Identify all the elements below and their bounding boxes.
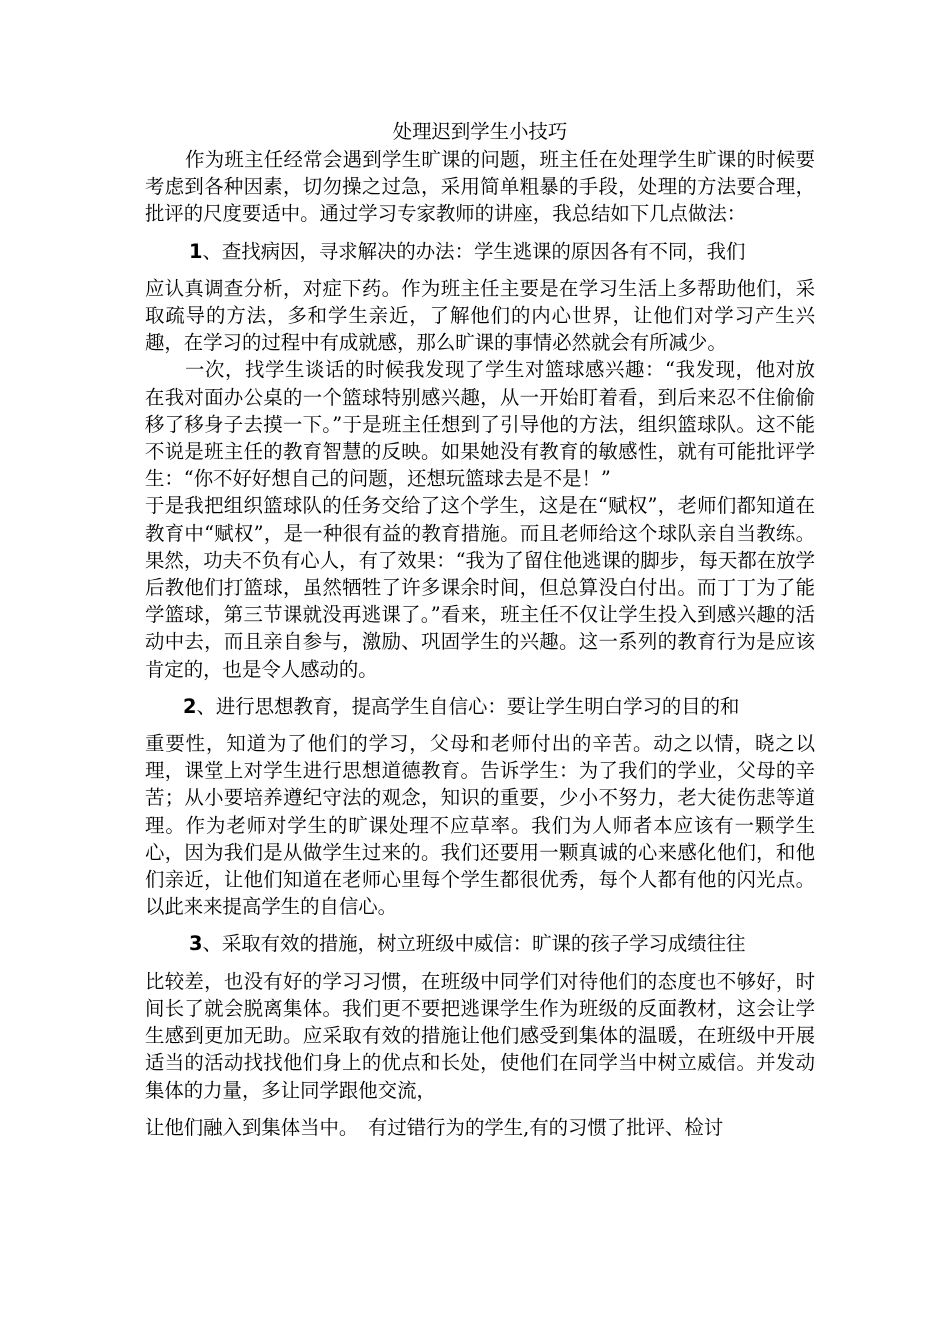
section-2-body: 重要性，知道为了他们的学习，父母和老师付出的辛苦。动之以情，晓之以理，课堂上对学生进行思想道德教育。告诉学生：为了我们的学业，父母的辛苦；从小要培养遵纪守法的观念，知识的重要，少小不努力，老大徒伤悲等道理。作为老师对学生的旷课处理不应草率。我们为人师者本应该有一颗学生心，因为我们是从做学生过来的。我们还要用一颗真诚的心来感化他们，和他们亲近，让他们知道在老师心里每个学生都很优秀，每个人都有他的闪光点。以此来来提高学生的自信心。 <box>145 732 815 919</box>
section-1-followup: 于是我把组织篮球队的任务交给了这个学生，这是在“赋权”，老师们都知道在教育中“赋权”，是一种很有益的教育措施。而且老师给这个球队亲自当教练。果然，功夫不负有心人，有了效果：“我为了留住他逃课的脚步，每天都在放学后教他们打篮球，虽然牺牲了许多课余时间，但总算没白付出。而丁丁为了能学篮球，第三节课就没再逃课了。”看来，班主任不仅让学生投入到感兴趣的活动中去，而且亲自参与，激励、巩固学生的兴趣。这一系列的教育行为是应该肯定的，也是令人感动的。 <box>145 494 815 681</box>
section-1-example: 一次，找学生谈话的时候我发现了学生对篮球感兴趣：“我发现，他对放在我对面办公桌的一个篮球特别感兴趣，从一开始盯着看，到后来忍不住偷偷移了移身子去摸一下。”于是班主任想到了引导他的方法，组织篮球队。这不能不说是班主任的教育智慧的反映。如果她没有教育的敏感性，就有可能批评学生：“你不好好想自己的问题，还想玩篮球去是不是！” <box>145 358 815 491</box>
section-3-number: 3 <box>189 932 203 956</box>
document-page <box>145 118 815 1141</box>
section-2-number: 2 <box>183 694 197 718</box>
section-2-heading <box>145 693 815 720</box>
section-3-lead: 、采取有效的措施，树立班级中威信：旷课的孩子学习成绩往往 <box>202 932 746 956</box>
section-3-body: 比较差，也没有好的学习习惯，在班级中同学们对待他们的态度也不够好，时间长了就会脱离集体。我们更不要把逃课学生作为班级的反面教材，这会让学生感到更加无助。应采取有效的措施让他们感受到集体的温暖，在班级中开展适当的活动找找他们身上的优点和长处，使他们在同学当中树立威信。并发动集体的力量，多让同学跟他交流， <box>145 969 815 1102</box>
section-2-lead: 、进行思想教育，提高学生自信心：要让学生明白学习的目的和 <box>196 694 740 718</box>
section-3-heading <box>145 930 815 957</box>
document-title: 处理迟到学生小技巧 <box>392 120 568 143</box>
section-1-heading <box>145 238 815 265</box>
section-1-lead: 、查找病因，寻求解决的办法：学生逃课的原因各有不同，我们 <box>202 239 746 263</box>
section-3-tail: 让他们融入到集体当中。 有过错行为的学生,有的习惯了批评、检讨 <box>145 1115 724 1139</box>
intro-paragraph: 作为班主任经常会遇到学生旷课的问题，班主任在处理学生旷课的时候要考虑到各种因素，切勿操之过急，采用简单粗暴的手段，处理的方法要合理，批评的尺度要适中。通过学习专家教师的讲座，我总结如下几点做法： <box>145 148 815 226</box>
section-1-body: 应认真调查分析，对症下药。作为班主任主要是在学习生活上多帮助他们，采取疏导的方法，多和学生亲近，了解他们的内心世界，让他们对学习产生兴趣，在学习的过程中有成就感，那么旷课的事情必然就会有所减少。 <box>145 276 815 355</box>
section-1-number: 1 <box>189 239 203 263</box>
